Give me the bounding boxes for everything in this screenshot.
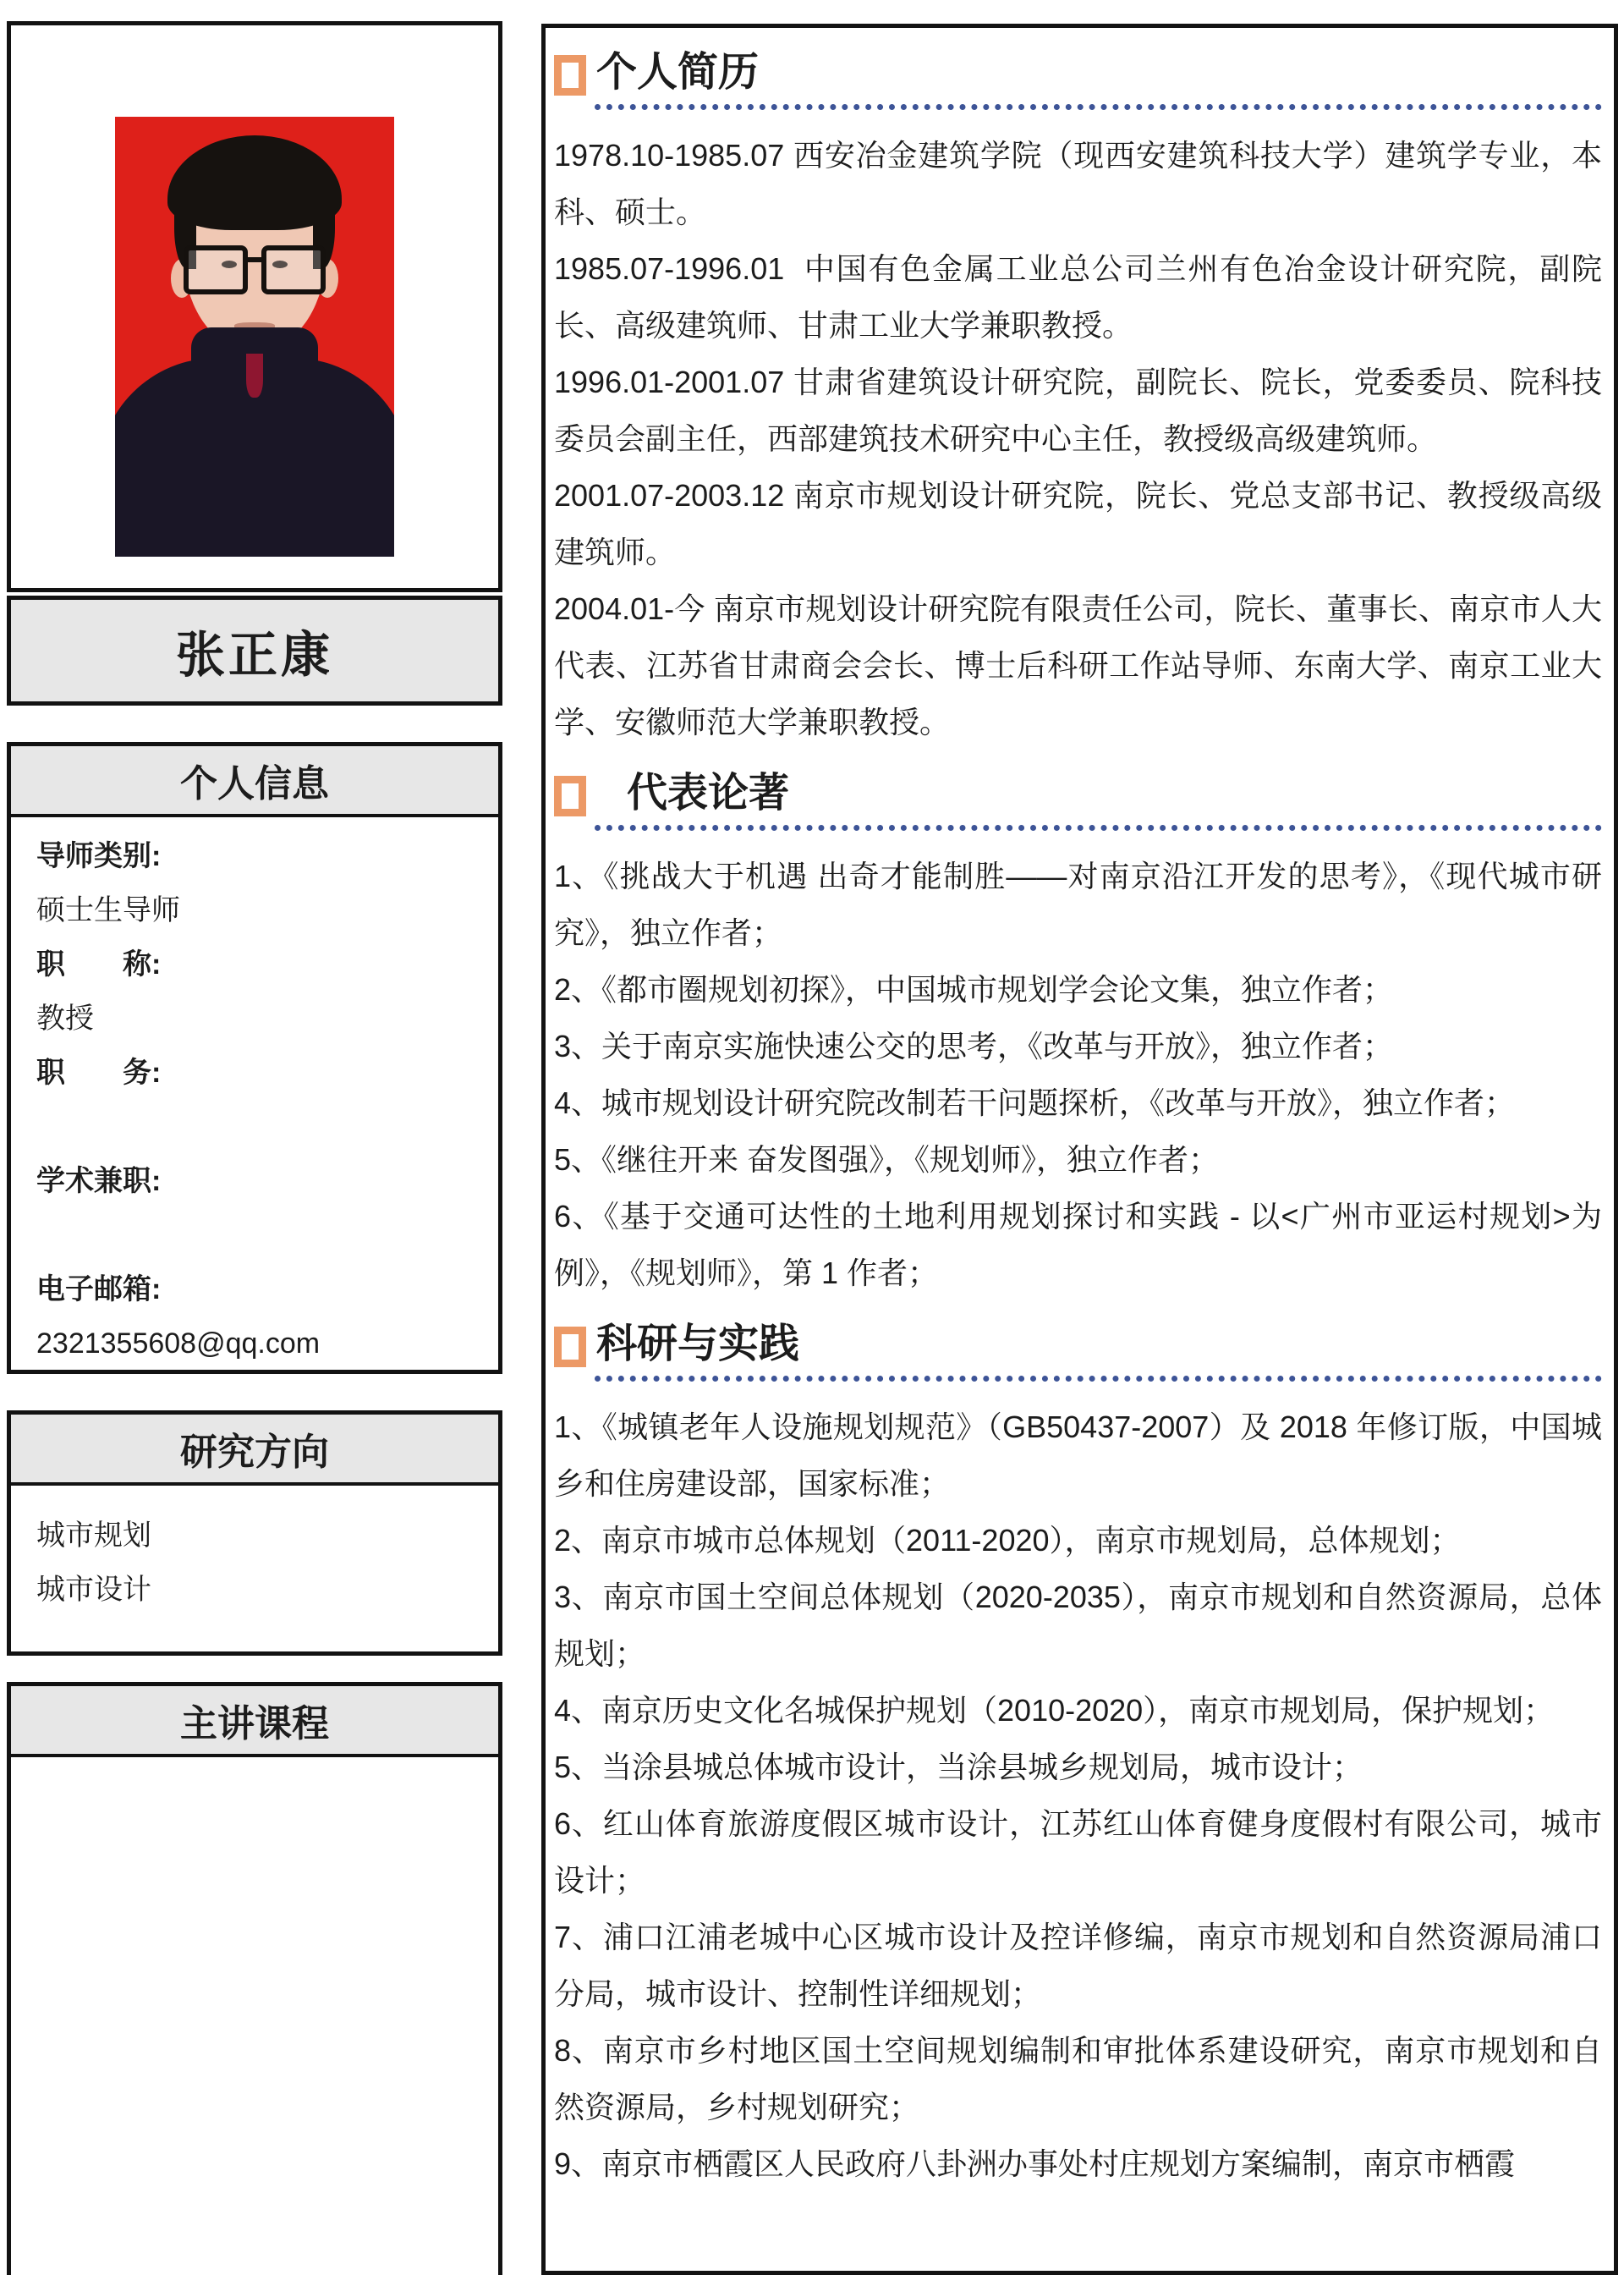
project-item: 9、南京市栖霞区人民政府八卦洲办事处村庄规划方案编制，南京市栖霞 (554, 2146, 1516, 2181)
main-panel (541, 24, 1618, 2275)
publication-item: 4、城市规划设计研究院改制若干问题探析，《改革与开放》，独立作者； (554, 1085, 1516, 1120)
research-item: 城市设计 (36, 1574, 151, 1606)
research-directions-body (11, 1486, 498, 1618)
resume-body (554, 127, 1602, 750)
orange-square-icon (554, 1327, 586, 1367)
research-practice-title-underline (595, 1323, 1602, 1382)
resume-title-underline (595, 52, 1602, 110)
research-directions-header (11, 1415, 498, 1486)
photo-card (7, 21, 502, 592)
publications-body (554, 848, 1602, 1301)
photo-glasses-lens-right (261, 245, 326, 294)
field-label-mentor-type: 导师类别: (36, 840, 162, 872)
name-banner (7, 596, 502, 706)
photo-glasses-bridge (248, 257, 261, 262)
publications-title-underline (595, 772, 1602, 831)
personal-info-header (11, 746, 498, 817)
publication-item: 3、关于南京实施快速公交的思考，《改革与开放》，独立作者； (554, 1029, 1394, 1063)
publication-item: 1、《挑战大于机遇 出奇才能制胜——对南京沿江开发的思考》，《现代城市研究》，独立作者； (554, 859, 1602, 950)
orange-square-icon (554, 776, 586, 816)
photo-collar-accent (246, 354, 263, 398)
publications-section-header (554, 772, 1602, 831)
section-research-practice (554, 1323, 1602, 2192)
research-practice-body (554, 1399, 1602, 2192)
resume-paragraph: 1978.10-1985.07 西安冶金建筑学院（现西安建筑科技大学）建筑学专业，本科、硕士。 (554, 138, 1602, 229)
personal-info-title: 个人信息 (180, 763, 329, 805)
orange-square-icon (554, 55, 586, 96)
resume-paragraph: 1985.07-1996.01 中国有色金属工业总公司兰州有色冶金设计研究院，副院长、高级建筑师、甘肃工业大学兼职教授。 (554, 251, 1602, 343)
resume-paragraph: 1996.01-2001.07 甘肃省建筑设计研究院，副院长、院长，党委委员、院科技委员会副主任，西部建筑技术研究中心主任，教授级高级建筑师。 (554, 365, 1602, 456)
portrait-photo (115, 117, 394, 557)
field-value-position (36, 1100, 473, 1154)
project-item: 1、《城镇老年人设施规划规范》（GB50437-2007）及 2018 年修订版，中国城乡和住房建设部，国家标准； (554, 1410, 1602, 1501)
project-item: 3、南京市国土空间总体规划（2020-2035），南京市规划和自然资源局，总体规划； (554, 1580, 1602, 1671)
courses-title: 主讲课程 (180, 1703, 329, 1745)
personal-info-body (11, 817, 498, 1371)
research-directions-card (7, 1410, 502, 1656)
research-practice-section-header (554, 1323, 1602, 1382)
field-value-mentor-type: 硕士生导师 (36, 894, 180, 926)
research-item: 城市规划 (36, 1519, 151, 1552)
project-item: 5、当涂县城总体城市设计，当涂县城乡规划局，城市设计； (554, 1750, 1363, 1784)
field-value-email: 2321355608@qq.com (36, 1327, 321, 1360)
courses-card (7, 1682, 502, 2275)
field-label-position: 职 务: (36, 1057, 162, 1089)
project-item: 8、南京市乡村地区国土空间规划编制和审批体系建设研究，南京市规划和自然资源局，乡村规划研究； (554, 2033, 1602, 2124)
field-value-professional-title: 教授 (36, 1003, 94, 1035)
publication-item: 6、《基于交通可达性的土地利用规划探讨和实践 - 以<广州市亚运村规划>为例》，《规划师》，第 1 作者； (554, 1199, 1602, 1290)
project-item: 7、浦口江浦老城中心区城市设计及控详修编，南京市规划和自然资源局浦口分局，城市设计、控制性详细规划； (554, 1920, 1602, 2011)
field-label-professional-title: 职 称: (36, 948, 162, 981)
resume-paragraph: 2001.07-2003.12 南京市规划设计研究院，院长、党总支部书记、教授级高级建筑师。 (554, 478, 1602, 569)
sidebar (7, 21, 502, 2275)
courses-body (11, 1757, 498, 1791)
research-directions-title: 研究方向 (180, 1431, 329, 1473)
publications-section-title: 代表论著 (627, 771, 790, 816)
project-item: 2、南京市城市总体规划（2011-2020），南京市规划局，总体规划； (554, 1523, 1461, 1558)
field-label-email: 电子邮箱: (36, 1273, 162, 1305)
resume-paragraph: 2004.01-今 南京市规划设计研究院有限责任公司，院长、董事长、南京市人大代表、江苏省甘肃商会会长、博士后科研工作站导师、东南大学、南京工业大学、安徽师范大学兼职教授。 (554, 591, 1602, 739)
person-name: 张正康 (175, 628, 333, 683)
publication-item: 2、《都市圈规划初探》，中国城市规划学会论文集，独立作者； (554, 972, 1394, 1007)
photo-glasses-lens-left (184, 245, 248, 294)
project-item: 4、南京历史文化名城保护规划（2010-2020），南京市规划局，保护规划； (554, 1693, 1555, 1728)
photo-glasses (115, 245, 394, 294)
personal-info-card (7, 742, 502, 1374)
field-value-academic-posts (36, 1208, 473, 1262)
project-item: 6、红山体育旅游度假区城市设计，江苏红山体育健身度假村有限公司，城市设计； (554, 1806, 1602, 1898)
resume-section-header (554, 52, 1602, 110)
research-practice-section-title: 科研与实践 (596, 1322, 800, 1366)
publication-item: 5、《继往开来 奋发图强》，《规划师》，独立作者； (554, 1142, 1220, 1177)
section-resume (554, 52, 1602, 750)
section-publications (554, 772, 1602, 1301)
courses-header (11, 1686, 498, 1757)
resume-section-title: 个人简历 (596, 50, 760, 95)
field-label-academic-posts: 学术兼职: (36, 1165, 162, 1197)
